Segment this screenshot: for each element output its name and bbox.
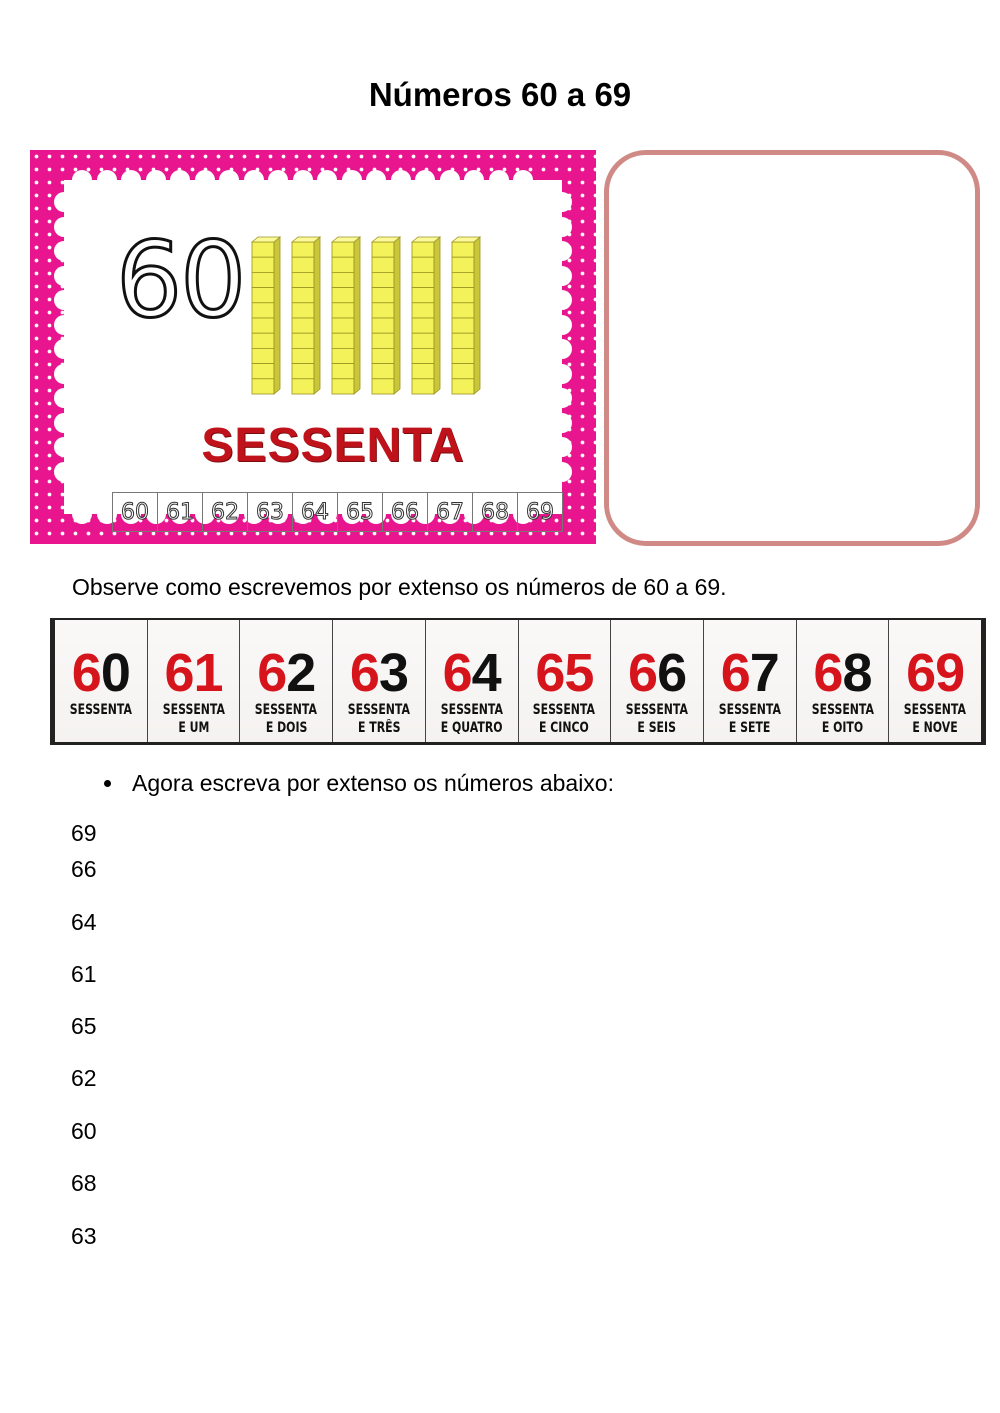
ten-rod [412, 237, 440, 394]
units-digit: 8 [842, 643, 872, 703]
tens-digit: 6 [257, 643, 287, 703]
chart-word-line2: E TRÊS [357, 719, 401, 736]
chart-cell-69 [889, 620, 981, 742]
bullet-instruction [104, 770, 614, 797]
exercise-number: 65 [71, 1013, 97, 1039]
chart-word-line1: SESSENTA [162, 702, 225, 718]
chart-word-line2: E NOVE [912, 719, 958, 736]
chart-word-line2: E DOIS [265, 719, 308, 736]
exercise-number: 66 [71, 856, 97, 882]
exercise-number: 69 [71, 820, 97, 846]
strip-number: 64 [293, 493, 338, 531]
exercise-number: 60 [71, 1118, 97, 1144]
tens-digit: 6 [535, 643, 565, 703]
chart-number [720, 643, 779, 703]
ten-rod [452, 237, 480, 394]
units-digit: 6 [657, 643, 687, 703]
chart-word-line2: E SEIS [637, 719, 677, 736]
chart-word-line2: E QUATRO [440, 719, 503, 736]
chart-number [906, 643, 965, 703]
chart-cell-63 [333, 620, 426, 742]
chart-number [628, 643, 687, 703]
strip-number: 60 [113, 493, 158, 531]
card-word: SESSENTA [201, 419, 465, 472]
chart-cell-65 [519, 620, 612, 742]
instruction-text: Observe como escrevemos por extenso os números de 60 a 69. [72, 574, 727, 600]
chart-number [71, 643, 130, 703]
units-digit: 1 [193, 643, 223, 703]
number-words-chart [50, 618, 986, 745]
chart-word-line1: SESSENTA [347, 702, 411, 718]
strip-number: 65 [338, 493, 383, 531]
chart-number [535, 643, 594, 703]
chart-number [442, 643, 501, 703]
units-digit: 7 [749, 643, 779, 703]
chart-number [164, 643, 223, 703]
strip-number: 68 [473, 493, 518, 531]
tens-digit: 6 [442, 643, 472, 703]
chart-word-line1: SESSENTA [533, 702, 596, 718]
strip-number: 66 [383, 493, 428, 531]
page-title: Números 60 a 69 [368, 76, 632, 113]
stamp-inner [64, 180, 562, 525]
strip-number: 62 [203, 493, 248, 531]
units-digit: 3 [378, 643, 408, 703]
ten-rods-blocks [250, 236, 490, 396]
chart-cell-66 [611, 620, 704, 742]
strip-number: 67 [428, 493, 473, 531]
drawing-box[interactable] [604, 150, 980, 546]
units-digit: 9 [935, 643, 965, 703]
chart-cell-64 [426, 620, 519, 742]
chart-word-line2: E SETE [729, 719, 771, 736]
strip-number: 69 [526, 499, 554, 525]
units-digit: 5 [564, 643, 594, 703]
chart-word-line1: SESSENTA [625, 702, 689, 718]
tens-digit: 6 [349, 643, 379, 703]
chart-word-line1: SESSENTA [69, 702, 132, 718]
chart-word-line1: SESSENTA [255, 702, 318, 718]
units-digit: 2 [286, 643, 316, 703]
bullet-dot-icon [104, 780, 111, 787]
bullet-text: Agora escreva por extenso os números abaixo: [132, 770, 614, 796]
number-strip [112, 492, 563, 532]
chart-number [257, 643, 316, 703]
chart-word-line2: E CINCO [539, 719, 590, 736]
chart-cell-62 [240, 620, 333, 742]
exercise-number: 68 [71, 1170, 97, 1196]
tens-digit: 6 [71, 643, 101, 703]
tens-digit: 6 [906, 643, 936, 703]
chart-word-line2: E UM [178, 719, 210, 736]
chart-word-line1: SESSENTA [718, 702, 781, 718]
chart-cell-67 [704, 620, 797, 742]
tens-digit: 6 [720, 643, 750, 703]
ten-rod [252, 237, 280, 394]
chart-number [349, 643, 408, 703]
tens-digit: 6 [813, 643, 843, 703]
exercise-number: 63 [71, 1223, 97, 1249]
exercise-number: 64 [71, 909, 97, 935]
ten-rod [332, 237, 360, 394]
ten-rod [372, 237, 400, 394]
chart-cell-68 [797, 620, 890, 742]
chart-word-line1: SESSENTA [811, 702, 874, 718]
sixty-stamp-card [30, 150, 596, 544]
chart-number [813, 643, 872, 703]
units-digit: 4 [471, 643, 501, 703]
chart-cell-61 [148, 620, 241, 742]
exercise-number: 61 [71, 961, 97, 987]
exercise-number: 62 [71, 1065, 97, 1091]
units-digit: 0 [100, 643, 130, 703]
ten-rod [292, 237, 320, 394]
tens-digit: 6 [628, 643, 658, 703]
strip-number: 61 [158, 493, 203, 531]
card-number: 60 [116, 219, 245, 341]
chart-cell-60 [55, 620, 148, 742]
chart-word-line2: E OITO [821, 719, 864, 736]
strip-number: 63 [248, 493, 293, 531]
chart-word-line1: SESSENTA [904, 702, 967, 718]
chart-word-line1: SESSENTA [440, 702, 503, 718]
tens-digit: 6 [164, 643, 194, 703]
